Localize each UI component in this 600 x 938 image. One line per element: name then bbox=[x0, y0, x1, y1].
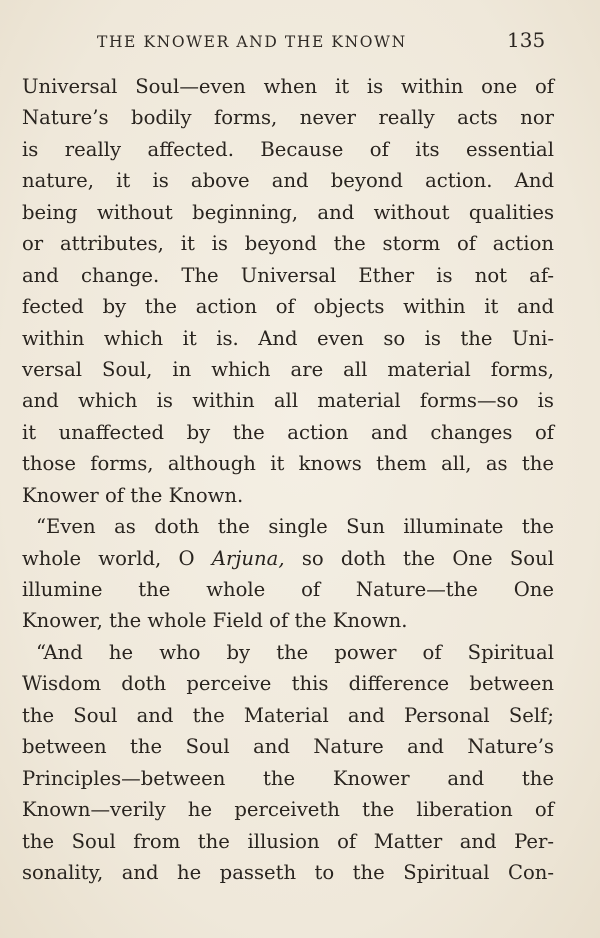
text-line: “And he who by the power of Spiritual bbox=[36, 640, 554, 664]
text-line: Knower of the Known. bbox=[22, 483, 244, 507]
text-line: Universal Soul—even when it is within one of bbox=[22, 75, 554, 98]
body-text bbox=[22, 71, 554, 888]
paragraph-1 bbox=[22, 71, 554, 511]
text-line: Nature’s bodily forms, never really acts nor bbox=[22, 106, 554, 130]
text-line: the Soul from the illusion of Matter and Per- bbox=[22, 829, 554, 853]
line-segment: whole world, O bbox=[22, 546, 212, 570]
text-line: illumine the whole of Nature—the One bbox=[22, 578, 554, 601]
text-line: is really affected. Because of its essential bbox=[22, 137, 554, 161]
text-line: being without beginning, and without qualities bbox=[22, 200, 554, 224]
text-line: within which it is. And even so is the Uni- bbox=[22, 326, 554, 350]
text-line: Wisdom doth perceive this difference between bbox=[22, 672, 554, 696]
text-line: nature, it is above and beyond action. And bbox=[22, 169, 554, 193]
text-line: Known—verily he perceiveth the liberation of bbox=[22, 798, 554, 822]
line-segment: so doth the One Soul bbox=[284, 546, 554, 570]
text-line: those forms, although it knows them all, as the bbox=[22, 452, 554, 476]
text-line: Principles—between the Knower and the bbox=[22, 766, 554, 790]
text-line: and which is within all material forms—so is bbox=[22, 389, 554, 413]
paragraph-2 bbox=[22, 511, 554, 637]
text-line: sonality, and he passeth to the Spiritual Con- bbox=[22, 860, 554, 884]
text-line: or attributes, it is beyond the storm of action bbox=[22, 232, 554, 256]
text-line: fected by the action of objects within it and bbox=[22, 295, 554, 319]
paragraph-3 bbox=[22, 637, 554, 889]
page-number: 135 bbox=[507, 28, 546, 52]
text-line: versal Soul, in which are all material forms, bbox=[22, 357, 554, 381]
emphasized-name: Arjuna, bbox=[211, 546, 285, 570]
text-line: “Even as doth the single Sun illuminate the bbox=[36, 515, 554, 539]
text-line: the Soul and the Material and Personal Self; bbox=[22, 703, 554, 727]
text-line: and change. The Universal Ether is not af- bbox=[22, 263, 554, 287]
running-head: THE KNOWER AND THE KNOWN bbox=[97, 33, 407, 51]
text-line: it unaffected by the action and changes of bbox=[22, 420, 554, 444]
text-line bbox=[22, 543, 554, 574]
text-line: Knower, the whole Field of the Known. bbox=[22, 609, 408, 633]
text-line: between the Soul and Nature and Nature’s bbox=[22, 735, 554, 759]
page-header bbox=[0, 28, 600, 58]
